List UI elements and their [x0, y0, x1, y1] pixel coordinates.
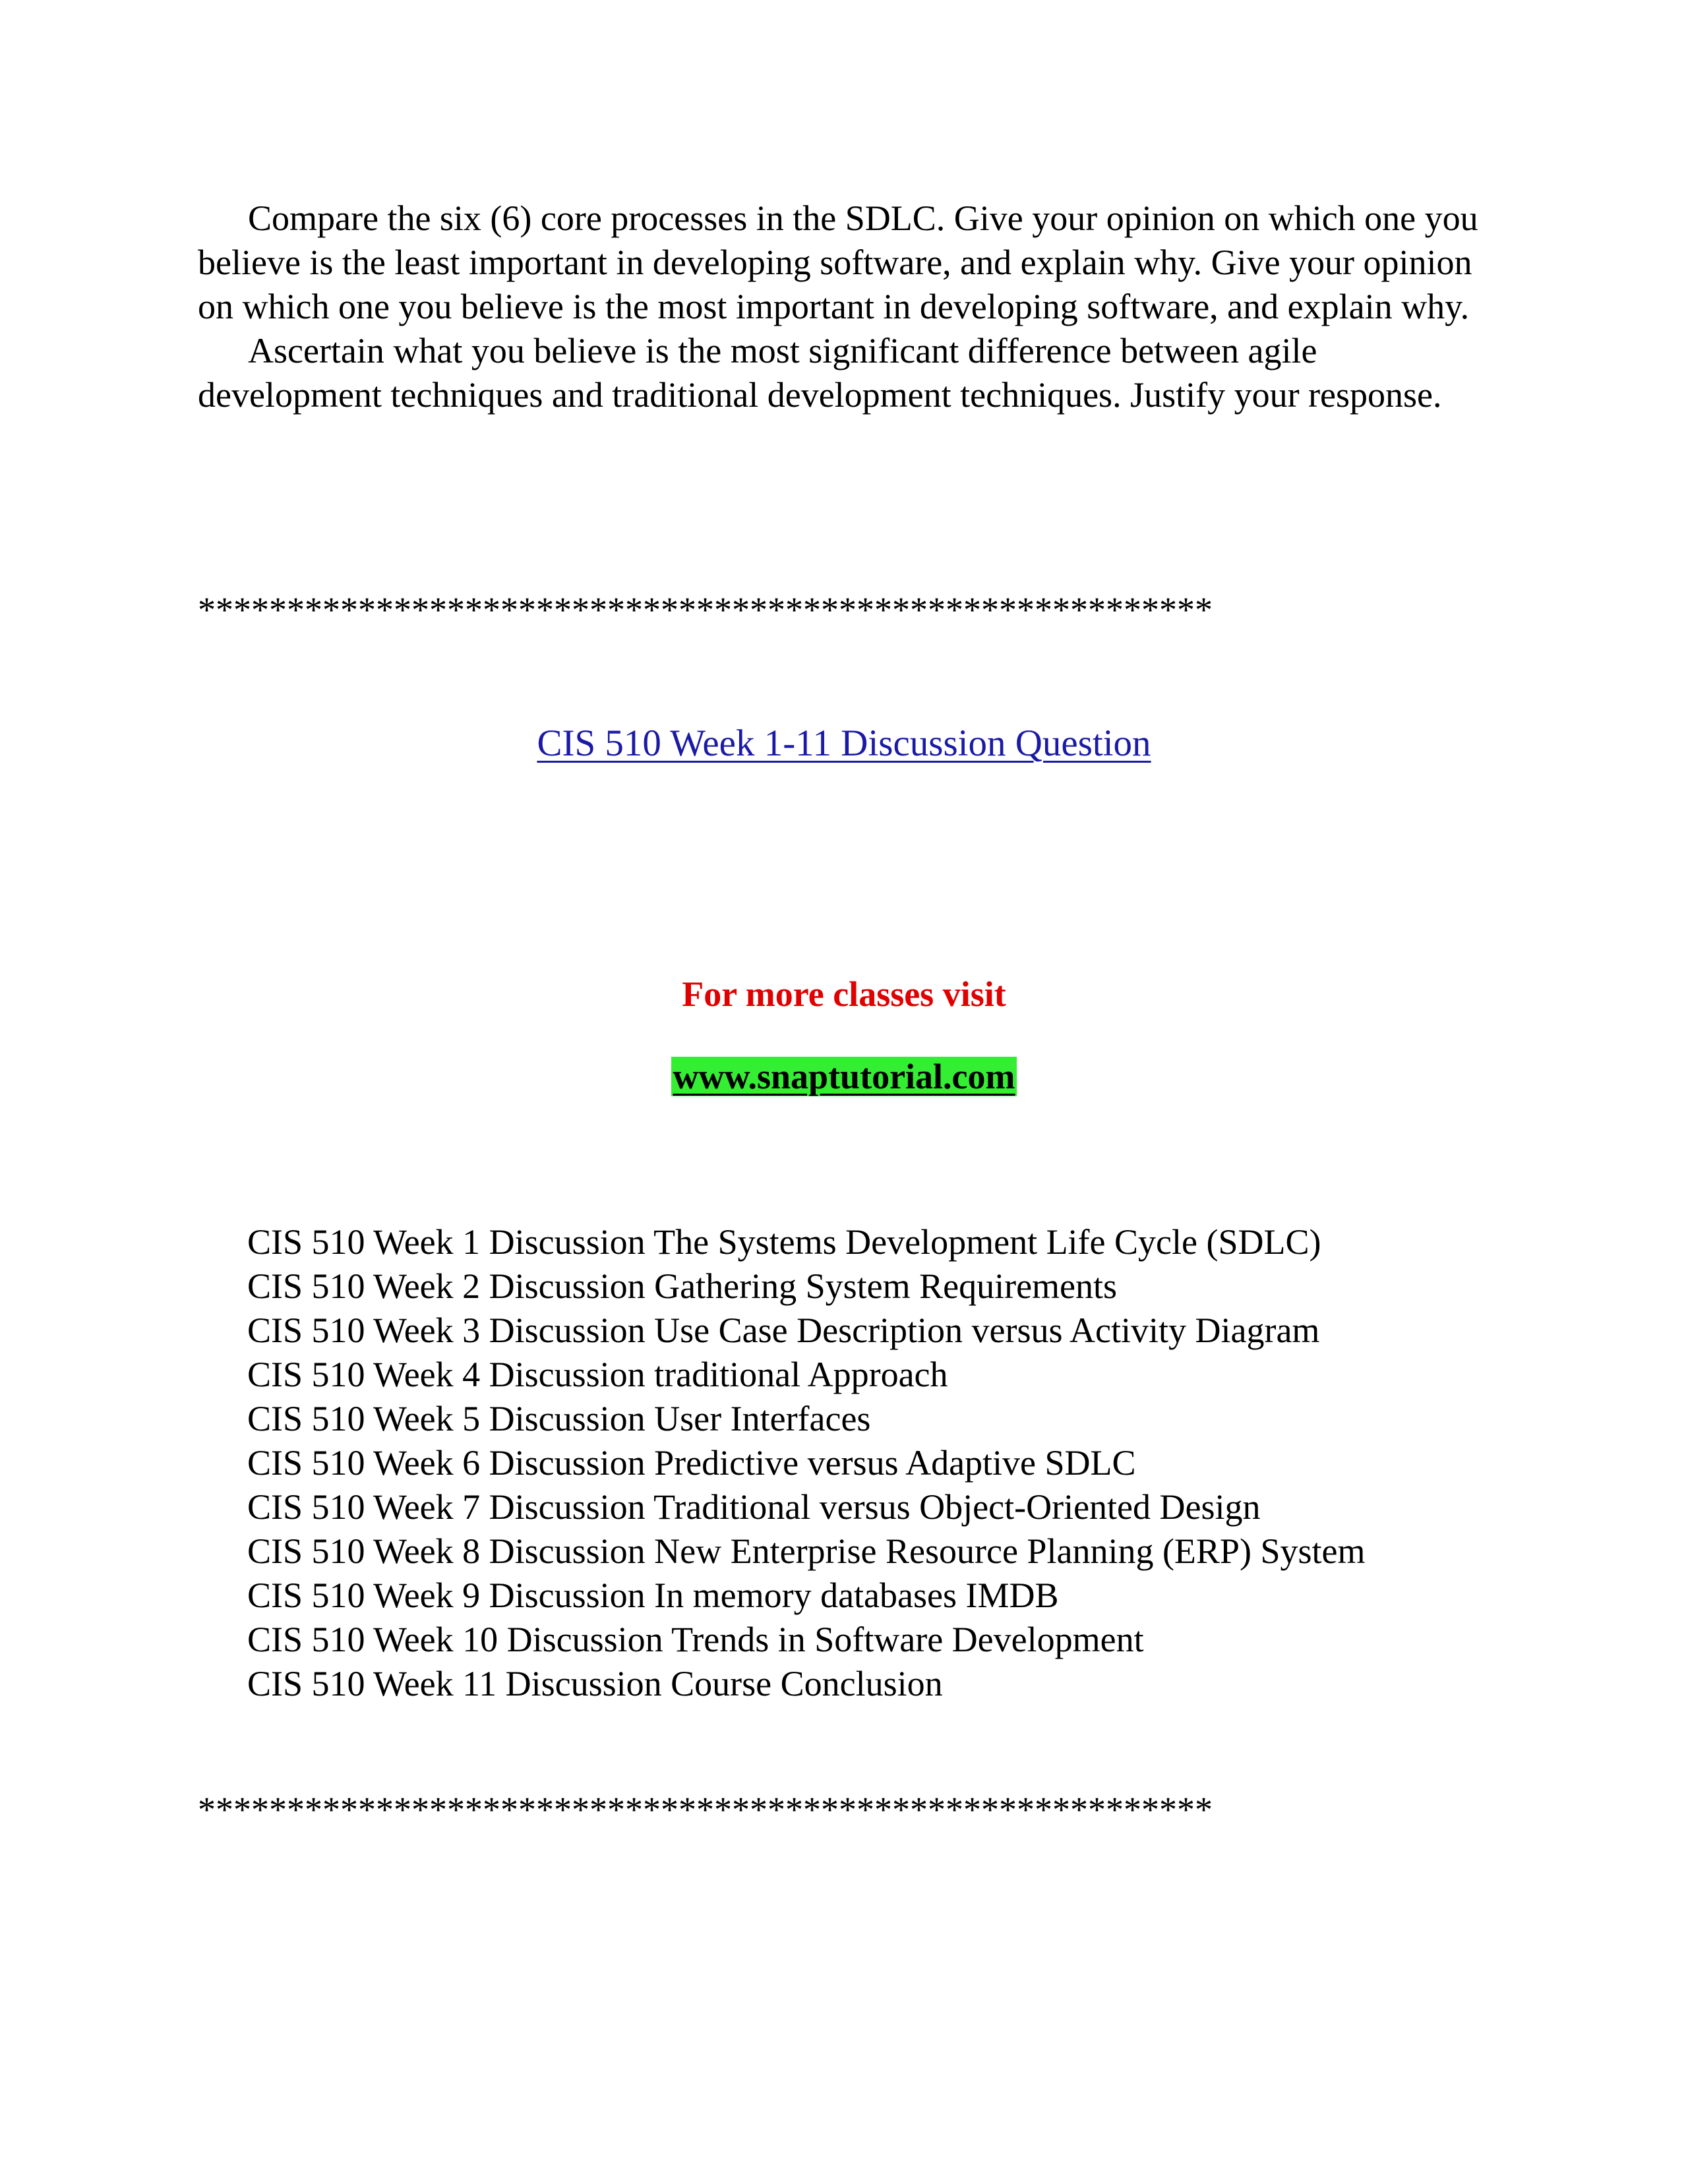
list-item: CIS 510 Week 2 Discussion Gathering System Requirements — [247, 1266, 1118, 1306]
promo-text: For more classes visit — [682, 974, 1006, 1014]
intro-paragraph-2: Ascertain what you believe is the most significant difference between agile development techniques and traditional development techniques. Justify your response. — [198, 331, 1442, 415]
list-item: CIS 510 Week 1 Discussion The Systems Development Life Cycle (SDLC) — [247, 1222, 1321, 1262]
intro-paragraph-1: Compare the six (6) core processes in the SDLC. Give your opinion on which one you believe is the least important in developing software, and explain why. Give your opinion on which one you believe is the most important in developing software, and explain why. — [198, 198, 1478, 326]
intro-section — [198, 196, 1490, 417]
promo-site — [0, 1055, 1688, 1099]
course-title — [0, 721, 1688, 767]
separator-bottom: ********************************************************* — [198, 1790, 1213, 1829]
list-item: CIS 510 Week 3 Discussion Use Case Description versus Activity Diagram — [247, 1311, 1320, 1350]
list-item: CIS 510 Week 4 Discussion traditional Approach — [247, 1355, 948, 1394]
list-item: CIS 510 Week 9 Discussion In memory databases IMDB — [247, 1576, 1059, 1615]
site-link[interactable]: www.snaptutorial.com — [673, 1057, 1015, 1096]
list-item: CIS 510 Week 5 Discussion User Interfaces — [247, 1399, 871, 1438]
course-link[interactable]: CIS 510 Week 1-11 Discussion Question — [537, 723, 1151, 764]
separator-top: ********************************************************* — [198, 590, 1213, 630]
week-list — [247, 1220, 1365, 1706]
list-item: CIS 510 Week 8 Discussion New Enterprise Resource Planning (ERP) System — [247, 1531, 1366, 1571]
list-item: CIS 510 Week 10 Discussion Trends in Software Development — [247, 1620, 1144, 1659]
list-item: CIS 510 Week 7 Discussion Traditional versus Object-Oriented Design — [247, 1487, 1261, 1527]
list-item: CIS 510 Week 6 Discussion Predictive versus Adaptive SDLC — [247, 1443, 1136, 1483]
list-item: CIS 510 Week 11 Discussion Course Conclusion — [247, 1664, 943, 1703]
